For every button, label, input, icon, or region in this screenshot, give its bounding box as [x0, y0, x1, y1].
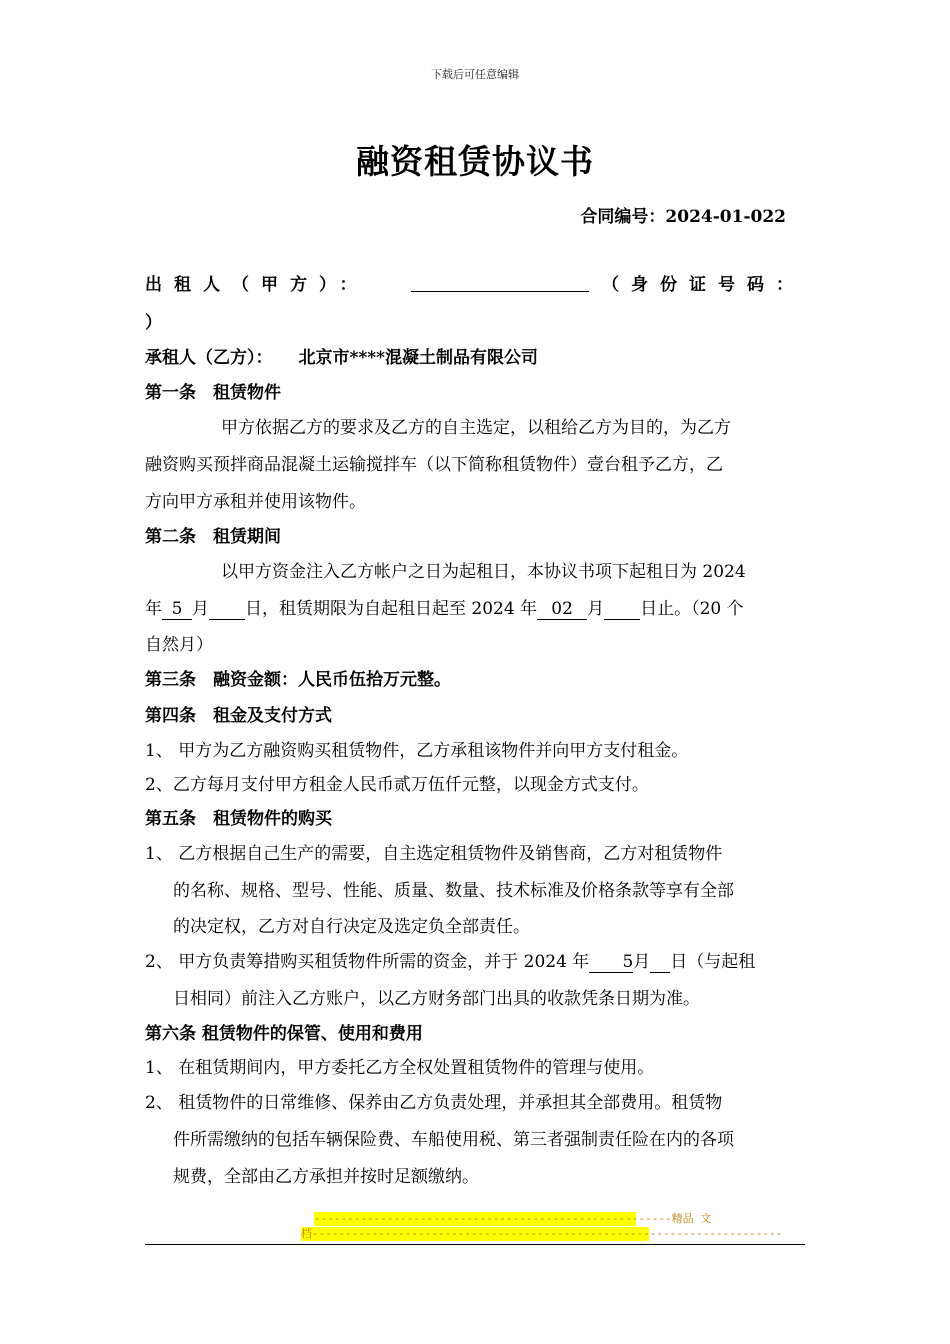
party-a-line: [145, 270, 805, 295]
article-2-line-2: [145, 594, 744, 620]
party-a-id-close: ）: [145, 313, 162, 333]
article-1-heading: 第一条 租赁物件: [145, 383, 281, 403]
footer-rule: [145, 1244, 805, 1245]
party-a-label: 出租人（甲方）：: [145, 275, 369, 295]
party-b-label: 承租人（乙方）：: [145, 348, 273, 368]
party-a-id-label: （身份证号码：: [602, 275, 805, 295]
article-5-item-2-tail: 日（与起租: [670, 952, 756, 972]
article-5-month-label: 月: [633, 952, 651, 972]
article-2-line-1: 以甲方资金注入乙方帐户之日为起租日，本协议书项下起租日为 2024: [221, 562, 746, 582]
document-title: 融资租赁协议书: [356, 142, 594, 181]
article-2-end-month-label: 月: [587, 599, 605, 619]
article-2-year-suffix: 年: [145, 599, 162, 619]
party-b-name: 北京市****混凝土制品有限公司: [298, 348, 539, 368]
article-2-end-text: 日止。（20 个: [640, 599, 744, 619]
article-2-term-text: 日，租赁期限为自起租日起至 2024 年: [245, 599, 538, 619]
article-5-funding-month: 5: [589, 954, 633, 973]
article-5-item-1-line-1: 1、 乙方根据自己生产的需要，自主选定租赁物件及销售商，乙方对租赁物件: [145, 844, 723, 864]
article-5-item-1-line-2: 的名称、规格、型号、性能、质量、数量、技术标准及价格条款等享有全部: [173, 881, 734, 901]
article-4-item-1: 1、 甲方为乙方融资购买租赁物件，乙方承租该物件并向甲方支付租金。: [145, 741, 689, 761]
article-6-item-2-line-1: 2、 租赁物件的日常维修、保养由乙方负责处理，并承担其全部费用。租赁物: [145, 1093, 723, 1113]
article-5-item-2-line-2: 日相同）前注入乙方账户，以乙方财务部门出具的收款凭条日期为准。: [173, 989, 700, 1009]
article-5-heading: 第五条 租赁物件的购买: [145, 809, 332, 829]
article-6-item-2-line-3: 规费，全部由乙方承担并按时足额缴纳。: [173, 1167, 479, 1187]
article-2-line-3: 自然月）: [145, 635, 213, 655]
article-5-item-2-line-1: [145, 947, 755, 973]
article-4-item-2: 2、乙方每月支付甲方租金人民币贰万伍仟元整，以现金方式支付。: [145, 775, 649, 795]
article-2-start-month: 5: [162, 601, 192, 620]
footer-watermark-line-2: 档-----------------------------------------------------------------------: [301, 1227, 783, 1240]
article-2-heading: 第二条 租赁期间: [145, 527, 281, 547]
article-5-funding-day-blank: [650, 954, 670, 973]
article-6-item-1: 1、 在租赁期间内，甲方委托乙方全权处置租赁物件的管理与使用。: [145, 1058, 655, 1078]
article-6-item-2-line-2: 件所需缴纳的包括车辆保险费、车船使用税、第三者强制责任险在内的各项: [173, 1130, 734, 1150]
contract-number: 合同编号：2024-01-022: [580, 207, 786, 227]
article-2-end-month: 02: [537, 601, 587, 620]
article-2-end-day-blank: [604, 601, 640, 620]
article-2-month-label: 月: [192, 599, 209, 619]
header-note: 下载后可任意编辑: [431, 68, 519, 81]
party-a-name-blank: [411, 273, 589, 292]
article-5-item-1-line-3: 的决定权，乙方对自行决定及选定负全部责任。: [173, 917, 530, 937]
article-2-start-day-blank: [209, 601, 245, 620]
article-6-heading: 第六条 租赁物件的保管、使用和费用: [145, 1024, 423, 1044]
article-1-line-2: 融资购买预拌商品混凝土运输搅拌车（以下简称租赁物件）壹台租予乙方，乙: [145, 455, 723, 475]
article-4-heading: 第四条 租金及支付方式: [145, 706, 332, 726]
party-b-line: [145, 343, 538, 368]
footer-watermark-line-1: ------------------------------------------------------精品 文: [314, 1212, 712, 1225]
article-5-item-2-text: 2、 甲方负责筹措购买租赁物件所需的资金，并于 2024 年: [145, 952, 590, 972]
article-1-line-1: 甲方依据乙方的要求及乙方的自主选定，以租给乙方为目的，为乙方: [221, 418, 731, 438]
article-1-line-3: 方向甲方承租并使用该物件。: [145, 492, 366, 512]
article-3-heading: 第三条 融资金额：人民币伍拾万元整。: [145, 670, 451, 690]
